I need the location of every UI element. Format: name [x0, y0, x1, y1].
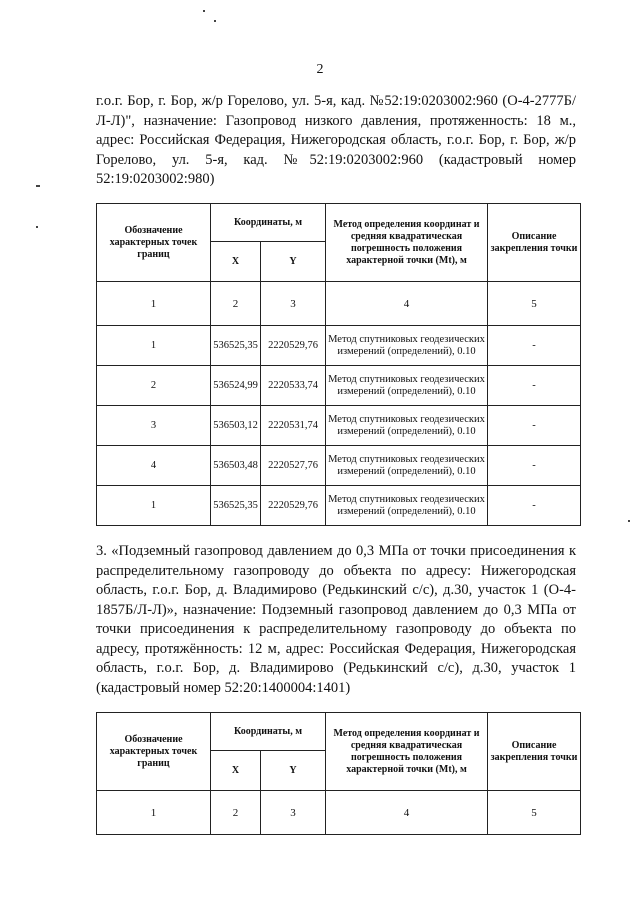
desc-cell: - — [488, 446, 581, 486]
col-number: 5 — [488, 282, 581, 326]
table-row — [97, 366, 581, 406]
header-y: Y — [261, 751, 326, 791]
y-cell: 2220529,76 — [261, 486, 326, 526]
y-cell: 2220533,74 — [261, 366, 326, 406]
col-number: 3 — [261, 282, 326, 326]
scan-speck — [36, 226, 38, 228]
x-cell: 536503,48 — [211, 446, 261, 486]
page-number: 2 — [316, 62, 324, 77]
paragraph-object-3: 3. «Подземный газопровод давлением до 0,3 МПа от точки присоединения к распределительному газопроводу до объекта по адресу: Нижегородская область, г.о.г. Бор, д. Владимирово (Редькинский с/с), д.30, участок 1 (О-4-1857Б/Л-Л)», назначение: Подземный газопровод давлением до 0,3 МПа от точки присоединения к распределительному газопроводу до объекта по адресу, протяжённость: 12 м, адрес: Российская Федерация, Нижегородская область, г.о.г. Бор, д. Владимирово (Редькинский с/с), д.30, участок 1 (кадастровый номер 52:20:1400004:1401) — [96, 543, 576, 696]
header-x: X — [211, 751, 261, 791]
table-row — [97, 406, 581, 446]
point-cell: 1 — [97, 486, 211, 526]
col-number: 1 — [97, 791, 211, 835]
header-point-label: Обозначение характерных точек границ — [97, 713, 211, 791]
col-number: 5 — [488, 791, 581, 835]
method-cell: Метод спутниковых геодезических измерений (определений), 0.10 — [326, 326, 488, 366]
x-cell: 536524,99 — [211, 366, 261, 406]
col-number: 4 — [326, 282, 488, 326]
column-numbers-row — [97, 282, 581, 326]
desc-cell: - — [488, 366, 581, 406]
x-cell: 536503,12 — [211, 406, 261, 446]
point-cell: 3 — [97, 406, 211, 446]
method-cell: Метод спутниковых геодезических измерений (определений), 0.10 — [326, 366, 488, 406]
header-x: X — [211, 242, 261, 282]
header-description: Описание закрепления точки — [488, 713, 581, 791]
col-number: 2 — [211, 282, 261, 326]
column-numbers-row — [97, 791, 581, 835]
table-row — [97, 446, 581, 486]
coordinates-table-1 — [96, 203, 581, 526]
scan-speck — [203, 10, 205, 12]
header-coordinates: Координаты, м — [211, 713, 326, 751]
header-coordinates: Координаты, м — [211, 204, 326, 242]
header-y: Y — [261, 242, 326, 282]
header-description: Описание закрепления точки — [488, 204, 581, 282]
y-cell: 2220527,76 — [261, 446, 326, 486]
paragraph-object-2-continued: г.о.г. Бор, г. Бор, ж/р Горелово, ул. 5-я, кад. №52:19:0203002:960 (О-4-2777Б/Л-Л)", назначение: Газопровод низкого давления, протяженность: 18 м., адрес: Российская Федерация, Нижегородская область, г.о.г. Бор, г. Бор, ж/р Горелово, ул. 5-я, кад. №52:19:0203002:960 (кадастровый номер 52:19:0203002:980) — [96, 93, 576, 187]
header-method: Метод определения координат и средняя квадратическая погрешность положения характерной точки (Mt), м — [326, 204, 488, 282]
table-row — [97, 486, 581, 526]
x-cell: 536525,35 — [211, 326, 261, 366]
y-cell: 2220531,74 — [261, 406, 326, 446]
col-number: 3 — [261, 791, 326, 835]
scan-speck — [214, 20, 216, 22]
header-point-label: Обозначение характерных точек границ — [97, 204, 211, 282]
table-row — [97, 326, 581, 366]
col-number: 2 — [211, 791, 261, 835]
point-cell: 2 — [97, 366, 211, 406]
point-cell: 1 — [97, 326, 211, 366]
method-cell: Метод спутниковых геодезических измерений (определений), 0.10 — [326, 446, 488, 486]
scan-speck — [36, 185, 40, 187]
method-cell: Метод спутниковых геодезических измерений (определений), 0.10 — [326, 406, 488, 446]
desc-cell: - — [488, 486, 581, 526]
desc-cell: - — [488, 406, 581, 446]
header-method: Метод определения координат и средняя квадратическая погрешность положения характерной точки (Mt), м — [326, 713, 488, 791]
desc-cell: - — [488, 326, 581, 366]
scan-speck — [628, 520, 630, 522]
x-cell: 536525,35 — [211, 486, 261, 526]
col-number: 4 — [326, 791, 488, 835]
col-number: 1 — [97, 282, 211, 326]
point-cell: 4 — [97, 446, 211, 486]
y-cell: 2220529,76 — [261, 326, 326, 366]
method-cell: Метод спутниковых геодезических измерений (определений), 0.10 — [326, 486, 488, 526]
coordinates-table-2 — [96, 712, 581, 835]
